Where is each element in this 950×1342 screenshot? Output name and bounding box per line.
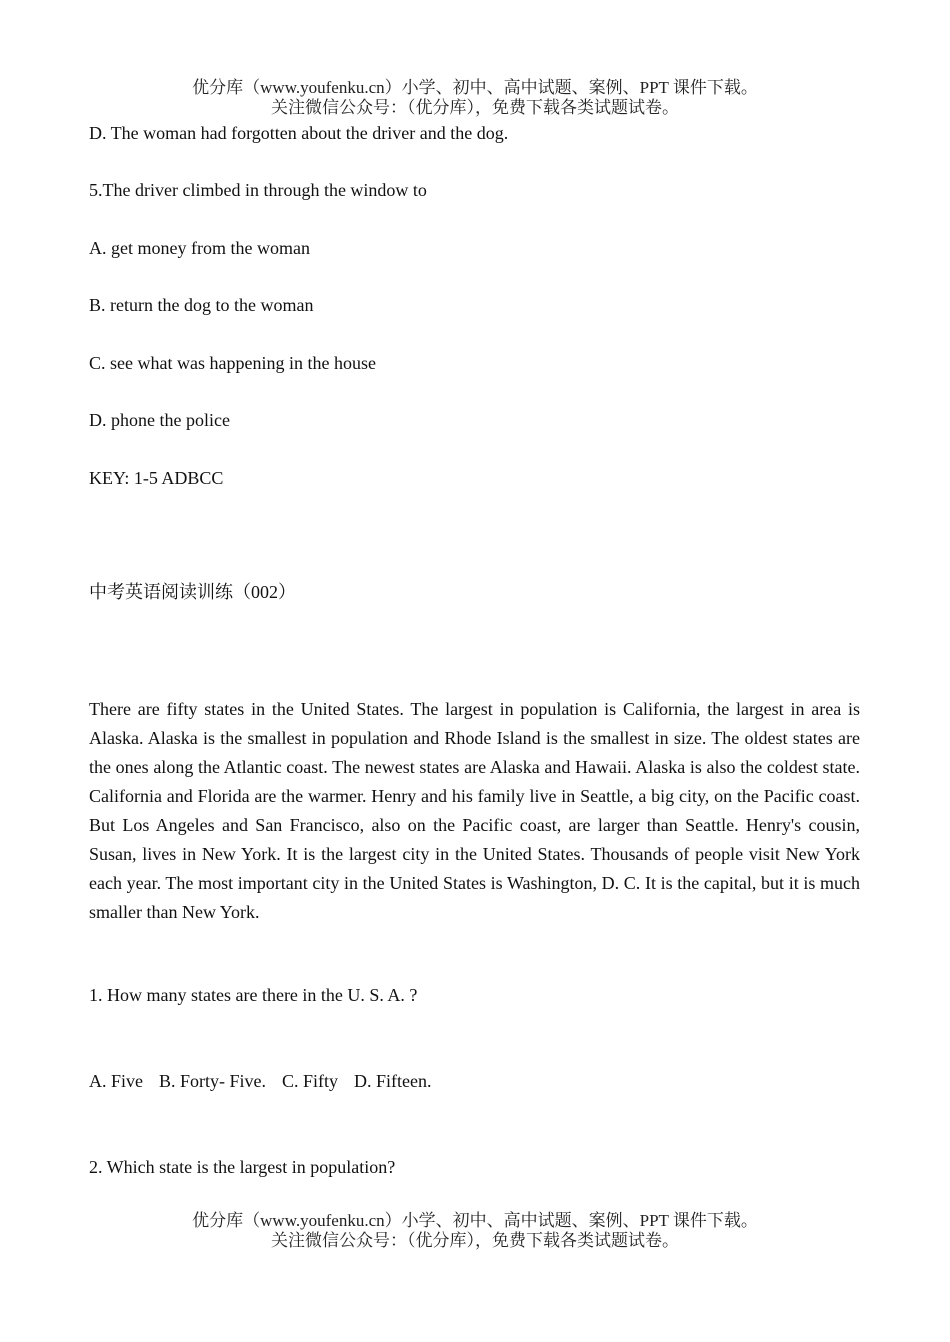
q5-option-c: C. see what was happening in the house xyxy=(89,353,376,373)
question-1-stem: 1. How many states are there in the U. S. A. ? xyxy=(89,985,418,1005)
footer-line-1: 优分库（www.youfenku.cn）小学、初中、高中试题、案例、PPT 课件下载。 xyxy=(192,1211,758,1230)
reading-passage: There are fifty states in the United States. The largest in population is California, the largest in area is Alaska. Alaska is the smallest in population and Rhode Island is the smallest in size. The oldest states are the ones along the Atlantic coast. The newest states are Alaska and Hawaii. Alaska is also the coldest state. California and Florida are the warmer. Henry and his family live in Seattle, a big city, on the Pacific coast. But Los Angeles and San Francisco, also on the Pacific coast, are larger than Seattle. Henry's cousin, Susan, lives in New York. It is the largest city in the United States. Thousands of people visit New York each year. The most important city in the United States is Washington, D. C. It is the capital, but it is much smaller than New York. xyxy=(89,699,860,922)
section-title: 中考英语阅读训练（002） xyxy=(89,582,296,602)
q1-option-c: C. Fifty xyxy=(282,1071,339,1091)
q1-option-d: D. Fifteen. xyxy=(354,1071,432,1091)
page-footer xyxy=(0,1211,950,1251)
question-1-options xyxy=(89,1069,448,1093)
answer-key: KEY: 1-5 ADBCC xyxy=(89,468,224,488)
q5-option-d: D. phone the police xyxy=(89,410,230,430)
q5-stem: 5.The driver climbed in through the window to xyxy=(89,180,427,200)
footer-line-2: 关注微信公众号：（优分库），免费下载各类试题试卷。 xyxy=(271,1231,679,1250)
q5-option-a: A. get money from the woman xyxy=(89,238,310,258)
q4-option-d: D. The woman had forgotten about the driver and the dog. xyxy=(89,123,509,143)
q5-option-b: B. return the dog to the woman xyxy=(89,295,314,315)
page-header xyxy=(0,78,950,118)
header-line-2: 关注微信公众号：（优分库），免费下载各类试题试卷。 xyxy=(271,98,679,117)
q1-option-b: B. Forty- Five. xyxy=(159,1071,267,1091)
header-line-1: 优分库（www.youfenku.cn）小学、初中、高中试题、案例、PPT 课件下载。 xyxy=(192,78,758,97)
q1-option-a: A. Five xyxy=(89,1071,143,1091)
question-2-stem: 2. Which state is the largest in population? xyxy=(89,1157,396,1177)
